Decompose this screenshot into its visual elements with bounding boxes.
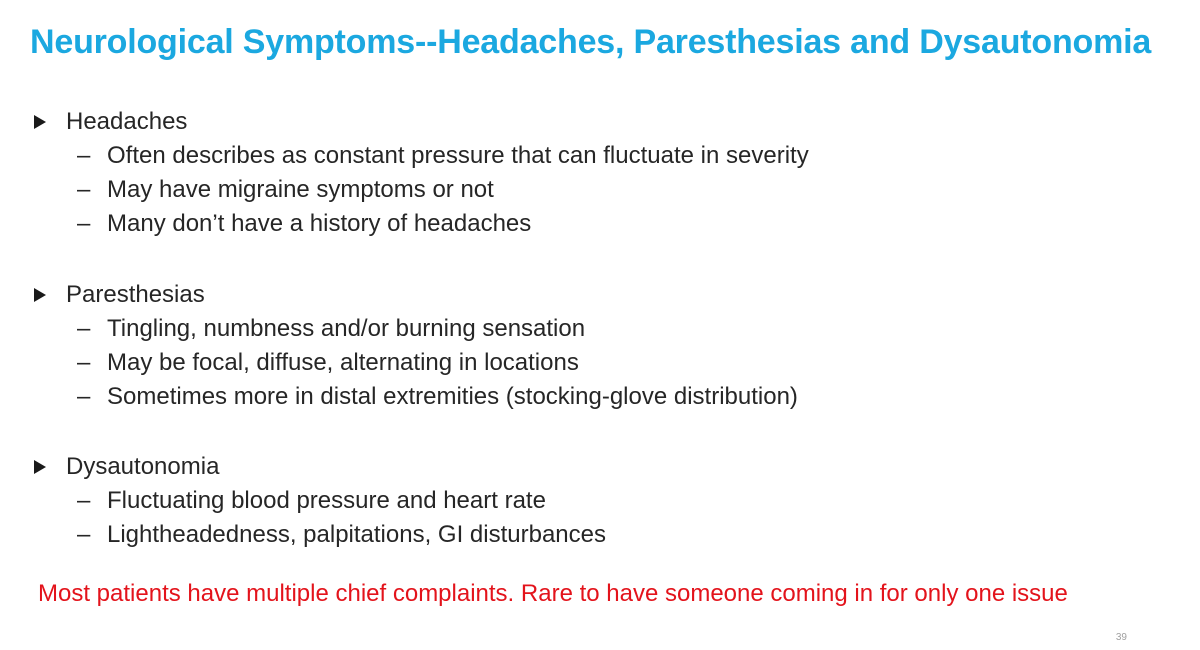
sub-bullet-text: Often describes as constant pressure that can fluctuate in severity [107, 142, 809, 169]
sub-bullet-text: Sometimes more in distal extremities (stocking-glove distribution) [107, 383, 798, 410]
triangle-bullet-icon [34, 288, 46, 302]
sub-bullet-text: Fluctuating blood pressure and heart rate [107, 487, 546, 514]
dash-bullet: – [77, 176, 91, 203]
page-number: 39 [1115, 632, 1127, 643]
bullet-heading: Dysautonomia [66, 453, 220, 480]
sub-bullet-text: Lightheadedness, palpitations, GI disturbances [107, 521, 606, 548]
slide-title: Neurological Symptoms--Headaches, Paresthesias and Dysautonomia [30, 23, 1152, 61]
dash-bullet: – [77, 383, 91, 410]
sub-bullet-text: May have migraine symptoms or not [107, 176, 494, 203]
dash-bullet: – [77, 521, 91, 548]
dash-bullet: – [77, 315, 91, 342]
sub-bullet-text: Tingling, numbness and/or burning sensation [107, 315, 586, 342]
bullet-heading: Paresthesias [66, 281, 205, 308]
dash-bullet: – [77, 142, 91, 169]
dash-bullet: – [77, 210, 91, 237]
sub-bullet-text: Many don’t have a history of headaches [107, 210, 532, 237]
footer-note: Most patients have multiple chief complaints. Rare to have someone coming in for only one issue [38, 580, 1068, 607]
dash-bullet: – [77, 487, 91, 514]
dash-bullet: – [77, 349, 91, 376]
sub-bullet-text: May be focal, diffuse, alternating in locations [107, 349, 579, 376]
triangle-bullet-icon [34, 460, 46, 474]
bullet-heading: Headaches [66, 108, 188, 135]
triangle-bullet-icon [34, 115, 46, 129]
